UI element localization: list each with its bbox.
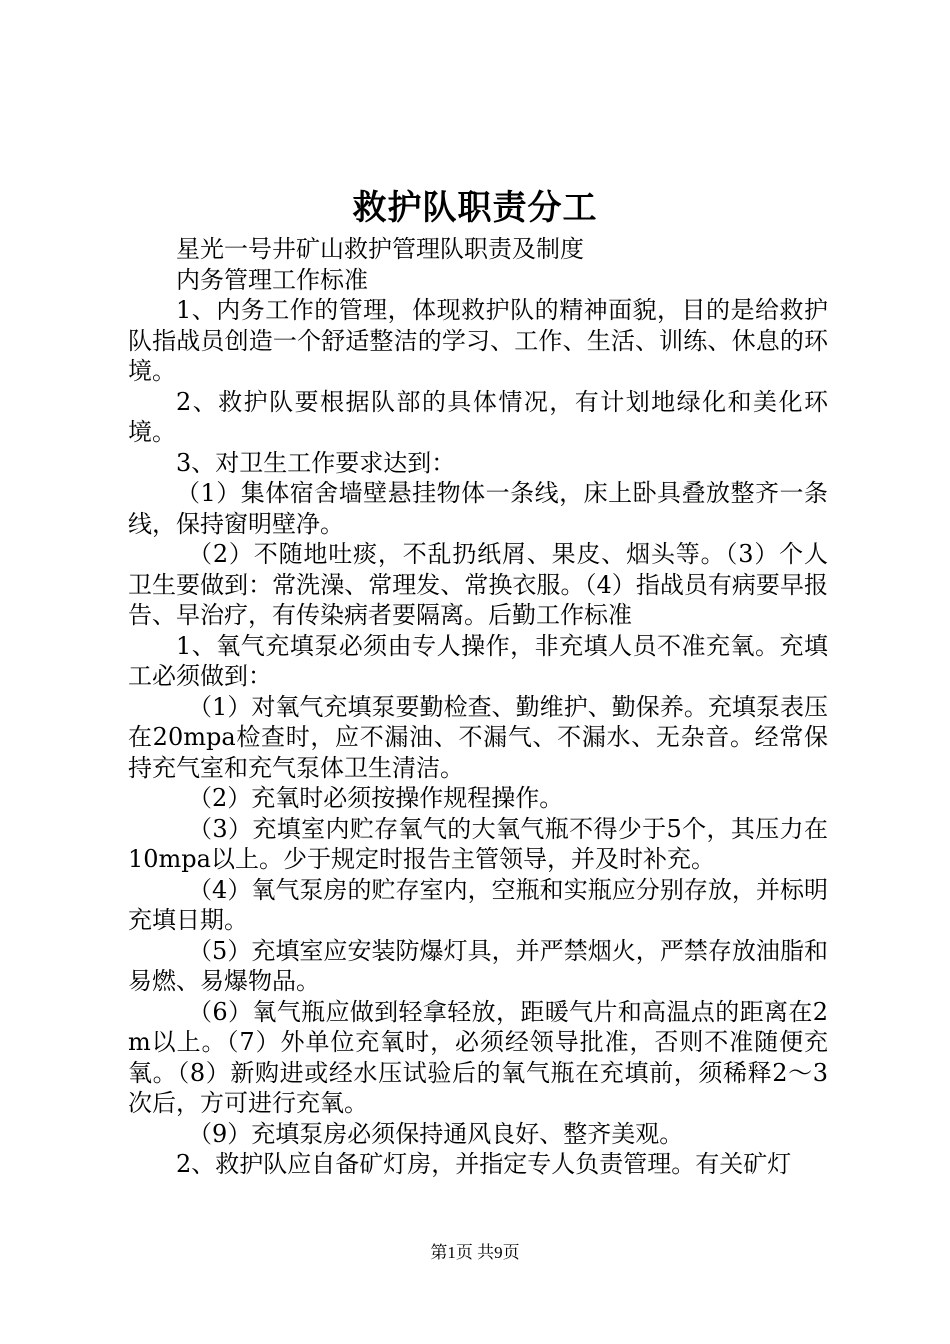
page-footer: 第1页 共9页 xyxy=(430,1243,520,1262)
paragraph: （2）不随地吐痰，不乱扔纸屑、果皮、烟头等。（3）个人卫生要做到：常洗澡、常理发、常换衣服。（4）指战员有病要早报告、早治疗，有传染病者要隔离。后勤工作标准 xyxy=(128,540,828,629)
paragraph: （6）氧气瓶应做到轻拿轻放，距暖气片和高温点的距离在2m以上。（7）外单位充氧时，必须经领导批准，否则不准随便充氧。（8）新购进或经水压试验后的氧气瓶在充填前，须稀释2～3次后，方可进行充氧。 xyxy=(128,997,828,1117)
paragraph-heading-1: 星光一号井矿山救护管理队职责及制度 xyxy=(176,235,584,263)
paragraph-heading-2: 内务管理工作标准 xyxy=(176,265,368,294)
paragraph: 1、氧气充填泵必须由专人操作，非充填人员不准充氧。充填工必须做到： xyxy=(128,631,828,690)
paragraph: 2、救护队应自备矿灯房，并指定专人负责管理。有关矿灯 xyxy=(176,1150,792,1178)
paragraph: （1）集体宿舍墙壁悬挂物体一条线，床上卧具叠放整齐一条线，保持窗明壁净。 xyxy=(128,479,828,538)
paragraph: （5）充填室应安装防爆灯具，并严禁烟火，严禁存放油脂和易燃、易爆物品。 xyxy=(128,936,828,995)
document-title: 救护队职责分工 xyxy=(352,188,598,228)
paragraph: （1）对氧气充填泵要勤检查、勤维护、勤保养。充填泵表压在20mpa检查时，应不漏油、不漏气、不漏水、无杂音。经常保持充气室和充气泵体卫生清洁。 xyxy=(128,692,828,782)
paragraph: 2、救护队要根据队部的具体情况，有计划地绿化和美化环境。 xyxy=(128,387,828,446)
paragraph: （2）充氧时必须按操作规程操作。 xyxy=(188,784,564,812)
paragraph: （3）充填室内贮存氧气的大氧气瓶不得少于5个，其压力在10mpa以上。少于规定时报告主管领导，并及时补充。 xyxy=(128,814,828,873)
document-body xyxy=(128,234,828,1180)
paragraph: （9）充填泵房必须保持通风良好、整齐美观。 xyxy=(188,1119,684,1148)
paragraph: 1、内务工作的管理，体现救护队的精神面貌，目的是给救护队指战员创造一个舒适整洁的学习、工作、生活、训练、休息的环境。 xyxy=(128,296,828,385)
paragraph: 3、对卫生工作要求达到： xyxy=(176,448,456,477)
paragraph: （4）氧气泵房的贮存室内，空瓶和实瓶应分别存放，并标明充填日期。 xyxy=(128,875,828,934)
